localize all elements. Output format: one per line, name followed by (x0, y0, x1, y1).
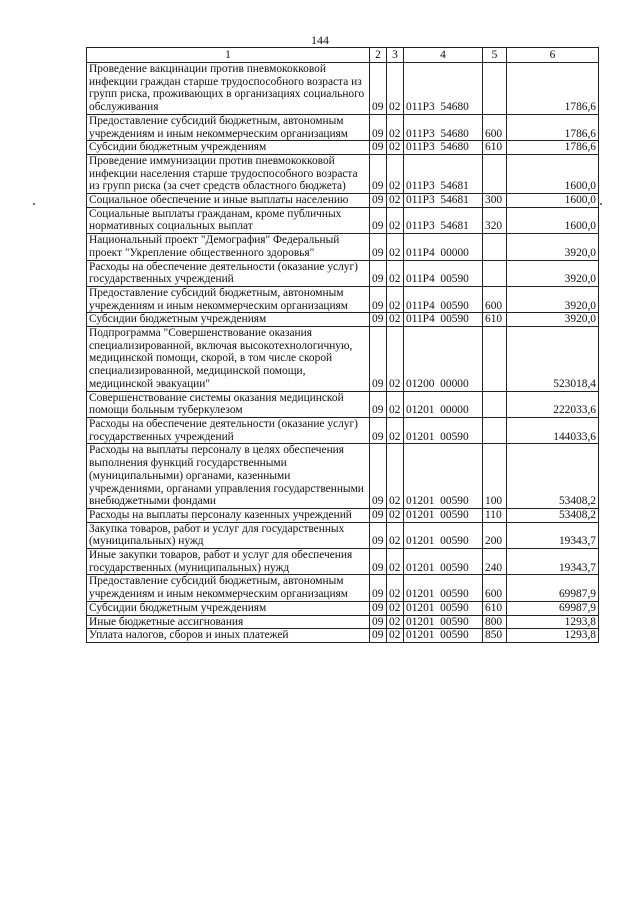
row-target-code: 01201 00590 (404, 549, 483, 575)
row-name: Расходы на выплаты персоналу в целях обеспечения выполнения функций государственными (муниципальными) органами, казенными учреждениями, органами управления государственными внебюджетными фондами (87, 444, 370, 509)
row-name: Иные закупки товаров, работ и услуг для обеспечения государственных (муниципальных) нужд (87, 549, 370, 575)
header-col-1: 1 (87, 48, 370, 63)
row-name: Расходы на обеспечение деятельности (оказание услуг) государственных учреждений (87, 417, 370, 443)
table-row (87, 234, 599, 260)
row-amount: 144033,6 (507, 417, 599, 443)
row-section: 09 (370, 444, 387, 509)
table-row (87, 286, 599, 312)
row-section: 09 (370, 327, 387, 392)
row-amount: 1600,0 (507, 154, 599, 193)
table-row (87, 327, 599, 392)
row-section: 09 (370, 601, 387, 615)
row-section: 09 (370, 260, 387, 286)
row-amount: 3920,0 (507, 286, 599, 312)
header-col-3: 3 (387, 48, 404, 63)
row-section: 09 (370, 194, 387, 208)
row-expense-type: 100 (483, 444, 507, 509)
row-target-code: 011Р4 00590 (404, 286, 483, 312)
row-expense-type: 600 (483, 575, 507, 601)
row-section: 09 (370, 615, 387, 629)
row-name: Социальные выплаты гражданам, кроме публичных нормативных социальных выплат (87, 207, 370, 233)
row-name: Закупка товаров, работ и услуг для государственных (муниципальных) нужд (87, 522, 370, 548)
row-name: Предоставление субсидий бюджетным, автономным учреждениям и иным некоммерческим организациям (87, 286, 370, 312)
row-expense-type (483, 417, 507, 443)
row-expense-type: 600 (483, 286, 507, 312)
row-amount: 1600,0 (507, 194, 599, 208)
row-amount: 3920,0 (507, 313, 599, 327)
row-section: 09 (370, 549, 387, 575)
row-amount: 69987,9 (507, 575, 599, 601)
row-subsection: 02 (387, 63, 404, 115)
row-expense-type: 110 (483, 508, 507, 522)
table-row (87, 313, 599, 327)
table-row (87, 522, 599, 548)
row-expense-type (483, 260, 507, 286)
row-target-code: 01201 00590 (404, 601, 483, 615)
table-header (87, 48, 599, 63)
row-expense-type: 610 (483, 141, 507, 155)
row-amount: 1786,6 (507, 141, 599, 155)
row-target-code: 011Р3 54680 (404, 141, 483, 155)
row-amount: 222033,6 (507, 391, 599, 417)
table-row (87, 114, 599, 140)
row-target-code: 01201 00590 (404, 522, 483, 548)
row-expense-type: 320 (483, 207, 507, 233)
row-target-code: 011Р3 54680 (404, 114, 483, 140)
row-amount: 69987,9 (507, 601, 599, 615)
row-subsection: 02 (387, 601, 404, 615)
row-name: Социальное обеспечение и иные выплаты населению (87, 194, 370, 208)
table-row (87, 615, 599, 629)
row-section: 09 (370, 575, 387, 601)
row-expense-type (483, 63, 507, 115)
row-expense-type: 610 (483, 601, 507, 615)
row-subsection: 02 (387, 194, 404, 208)
row-subsection: 02 (387, 154, 404, 193)
row-amount: 53408,2 (507, 444, 599, 509)
row-amount: 53408,2 (507, 508, 599, 522)
row-name: Подпрограмма "Совершенствование оказания специализированной, включая высокотехнологичную, медицинской помощи, скорой, в том числе скорой специализированной, медицинской помощи, медицинской эвакуации" (87, 327, 370, 392)
row-target-code: 011Р3 54681 (404, 194, 483, 208)
row-name: Предоставление субсидий бюджетным, автономным учреждениям и иным некоммерческим организациям (87, 575, 370, 601)
row-amount: 1786,6 (507, 63, 599, 115)
row-subsection: 02 (387, 114, 404, 140)
row-expense-type (483, 391, 507, 417)
row-amount: 19343,7 (507, 549, 599, 575)
row-section: 09 (370, 114, 387, 140)
row-amount: 19343,7 (507, 522, 599, 548)
row-subsection: 02 (387, 260, 404, 286)
table-row (87, 154, 599, 193)
row-expense-type: 300 (483, 194, 507, 208)
row-name: Субсидии бюджетным учреждениям (87, 313, 370, 327)
row-expense-type (483, 327, 507, 392)
row-expense-type: 600 (483, 114, 507, 140)
row-section: 09 (370, 522, 387, 548)
row-expense-type: 610 (483, 313, 507, 327)
table-row (87, 207, 599, 233)
row-section: 09 (370, 508, 387, 522)
table-row (87, 391, 599, 417)
row-subsection: 02 (387, 522, 404, 548)
row-section: 09 (370, 154, 387, 193)
row-subsection: 02 (387, 391, 404, 417)
row-name: Совершенствование системы оказания медицинской помощи больным туберкулезом (87, 391, 370, 417)
row-subsection: 02 (387, 629, 404, 643)
table-row (87, 508, 599, 522)
row-amount: 3920,0 (507, 260, 599, 286)
row-section: 09 (370, 417, 387, 443)
row-subsection: 02 (387, 417, 404, 443)
row-subsection: 02 (387, 207, 404, 233)
table-row (87, 194, 599, 208)
row-section: 09 (370, 629, 387, 643)
scan-speck (600, 203, 602, 205)
row-subsection: 02 (387, 575, 404, 601)
table-row (87, 417, 599, 443)
table-body (87, 63, 599, 643)
row-amount: 1600,0 (507, 207, 599, 233)
row-name: Проведение иммунизации против пневмококковой инфекции населения старше трудоспособного возраста из групп риска (за счет средств областного бюджета) (87, 154, 370, 193)
row-amount: 3920,0 (507, 234, 599, 260)
row-target-code: 01201 00590 (404, 629, 483, 643)
row-name: Национальный проект "Демография" Федеральный проект "Укрепление общественного здоровья" (87, 234, 370, 260)
row-expense-type: 240 (483, 549, 507, 575)
row-target-code: 01201 00590 (404, 615, 483, 629)
row-amount: 1293,8 (507, 615, 599, 629)
row-expense-type: 200 (483, 522, 507, 548)
row-target-code: 011Р4 00590 (404, 260, 483, 286)
row-subsection: 02 (387, 549, 404, 575)
row-expense-type: 850 (483, 629, 507, 643)
row-subsection: 02 (387, 444, 404, 509)
row-name: Предоставление субсидий бюджетным, автономным учреждениям и иным некоммерческим организациям (87, 114, 370, 140)
row-target-code: 011Р4 00000 (404, 234, 483, 260)
table-row (87, 63, 599, 115)
budget-table (86, 47, 599, 643)
header-col-2: 2 (370, 48, 387, 63)
row-section: 09 (370, 286, 387, 312)
row-section: 09 (370, 391, 387, 417)
row-target-code: 011Р3 54680 (404, 63, 483, 115)
row-target-code: 01200 00000 (404, 327, 483, 392)
row-name: Расходы на обеспечение деятельности (оказание услуг) государственных учреждений (87, 260, 370, 286)
row-target-code: 01201 00000 (404, 391, 483, 417)
row-section: 09 (370, 313, 387, 327)
row-target-code: 011Р4 00590 (404, 313, 483, 327)
row-section: 09 (370, 234, 387, 260)
row-name: Уплата налогов, сборов и иных платежей (87, 629, 370, 643)
row-amount: 523018,4 (507, 327, 599, 392)
row-amount: 1293,8 (507, 629, 599, 643)
row-target-code: 01201 00590 (404, 417, 483, 443)
row-amount: 1786,6 (507, 114, 599, 140)
page-number: 144 (311, 33, 329, 47)
table-row (87, 141, 599, 155)
row-name: Субсидии бюджетным учреждениям (87, 141, 370, 155)
row-subsection: 02 (387, 141, 404, 155)
row-target-code: 011Р3 54681 (404, 207, 483, 233)
table-row (87, 549, 599, 575)
header-col-4: 4 (404, 48, 483, 63)
row-subsection: 02 (387, 615, 404, 629)
table-row (87, 629, 599, 643)
table-row (87, 260, 599, 286)
table-row (87, 575, 599, 601)
header-col-5: 5 (483, 48, 507, 63)
row-section: 09 (370, 207, 387, 233)
row-subsection: 02 (387, 327, 404, 392)
row-section: 09 (370, 63, 387, 115)
row-expense-type (483, 154, 507, 193)
row-name: Расходы на выплаты персоналу казенных учреждений (87, 508, 370, 522)
row-subsection: 02 (387, 313, 404, 327)
scan-speck (33, 203, 35, 205)
row-target-code: 01201 00590 (404, 575, 483, 601)
row-expense-type (483, 234, 507, 260)
header-row (87, 48, 599, 63)
row-expense-type: 800 (483, 615, 507, 629)
row-target-code: 01201 00590 (404, 508, 483, 522)
table-row (87, 444, 599, 509)
row-section: 09 (370, 141, 387, 155)
row-target-code: 01201 00590 (404, 444, 483, 509)
row-subsection: 02 (387, 234, 404, 260)
row-name: Субсидии бюджетным учреждениям (87, 601, 370, 615)
row-subsection: 02 (387, 286, 404, 312)
row-name: Проведение вакцинации против пневмококковой инфекции граждан старше трудоспособного возраста из групп риска, проживающих в организациях социального обслуживания (87, 63, 370, 115)
table-row (87, 601, 599, 615)
row-target-code: 011Р3 54681 (404, 154, 483, 193)
row-subsection: 02 (387, 508, 404, 522)
header-col-6: 6 (507, 48, 599, 63)
row-name: Иные бюджетные ассигнования (87, 615, 370, 629)
